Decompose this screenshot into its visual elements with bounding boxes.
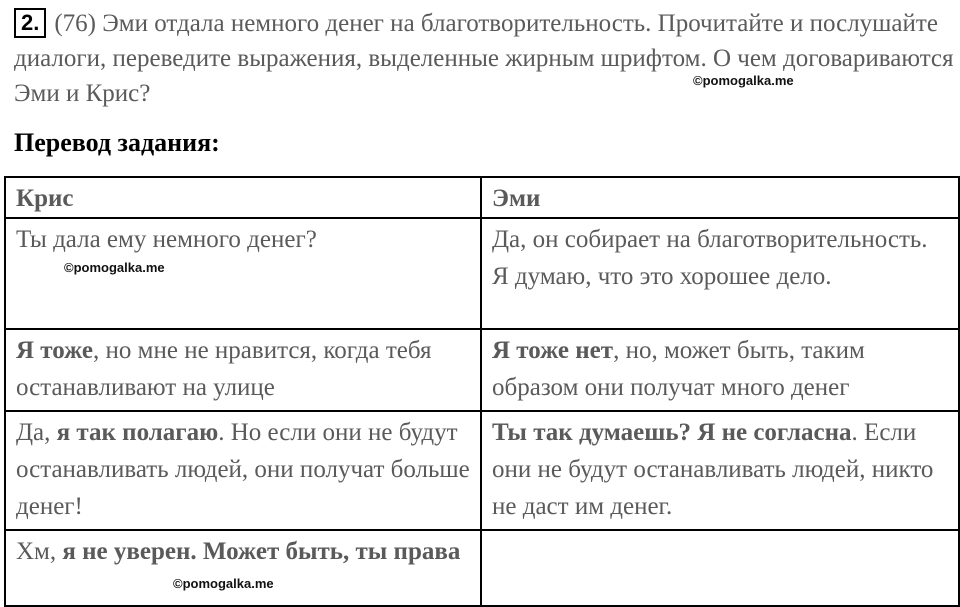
chris-line-4 <box>5 530 481 606</box>
text-run: , но мне не нравится, когда тебя останавливают на улице <box>16 337 432 401</box>
task-text-block <box>14 6 954 111</box>
text-run: Да, он собирает на благотворительность. Я думаю, что это хорошее дело. <box>492 226 928 290</box>
dialog-table <box>4 176 960 607</box>
amy-line-3 <box>481 411 959 530</box>
cell-text <box>16 226 317 253</box>
amy-line-2 <box>481 329 959 411</box>
text-run: Хм, <box>16 538 63 565</box>
text-run: Ты дала ему немного денег? <box>16 226 317 253</box>
chris-line-2 <box>5 329 481 411</box>
task-number: 2. <box>14 8 46 38</box>
chris-line-3 <box>5 411 481 530</box>
text-run: . Но если они не будут останавливать людей, они получат больше денег! <box>16 419 470 520</box>
bold-phrase: Я тоже <box>16 337 94 364</box>
table-row <box>5 218 959 329</box>
cell-text <box>16 419 470 520</box>
cell-text <box>492 337 865 401</box>
text-run: Да, <box>16 419 57 446</box>
header-chris: Крис <box>5 177 481 218</box>
watermark-top: ©pomogalka.me <box>693 73 794 88</box>
watermark-row4: ©pomogalka.me <box>173 576 274 591</box>
table-row <box>5 329 959 411</box>
amy-line-4-empty <box>481 530 959 606</box>
task-instruction: (76) Эми отдала немного денег на благотворительность. Прочитайте и послушайте диалоги, переведите выражения, выделенные жирным шрифтом. О чем договариваются Эми и Крис? <box>14 10 954 107</box>
cell-text <box>16 337 431 401</box>
section-heading: Перевод задания: <box>14 128 220 157</box>
chris-line-1 <box>5 218 481 329</box>
header-amy: Эми <box>481 177 959 218</box>
text-run: . Если они не будут останавливать людей, никто не даст им денег. <box>492 419 934 520</box>
text-run: , но, может быть, таким образом они получат много денег <box>492 337 865 401</box>
bold-phrase: я так полагаю <box>56 419 219 446</box>
bold-phrase: я не уверен. Может быть, ты права <box>62 538 461 565</box>
cell-text <box>16 538 460 565</box>
table-row <box>5 530 959 606</box>
amy-line-1 <box>481 218 959 329</box>
cell-text <box>492 226 928 290</box>
table-header-row <box>5 177 959 218</box>
cell-text <box>492 419 933 520</box>
table-row <box>5 411 959 530</box>
bold-phrase: Ты так думаешь? Я не согласна <box>492 419 852 446</box>
bold-phrase: Я тоже нет <box>492 337 614 364</box>
watermark-row1: ©pomogalka.me <box>64 260 165 275</box>
